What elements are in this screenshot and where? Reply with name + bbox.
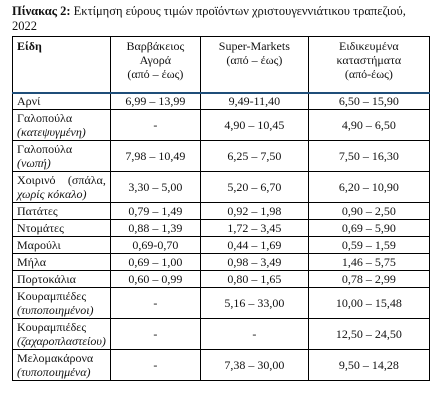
cell-supermarkets: 0,80 – 1,65 [200, 271, 308, 288]
cell-item [13, 271, 111, 288]
item-name: Μελομακάρονα [17, 351, 94, 365]
table-row [13, 319, 430, 350]
header-specialized [308, 37, 429, 93]
cell-item [13, 220, 111, 237]
cell-supermarkets: 4,90 – 10,45 [200, 110, 308, 141]
cell-supermarkets: 0,44 – 1,69 [200, 237, 308, 254]
table-row [13, 237, 430, 254]
cell-varvakeios: 0,60 – 0,99 [110, 271, 200, 288]
cell-supermarkets: - [200, 319, 308, 350]
table-row [13, 93, 430, 110]
cell-item [13, 93, 111, 110]
table-caption [12, 4, 432, 34]
cell-item [13, 319, 111, 350]
cell-item [13, 350, 111, 381]
header-supermarkets [200, 37, 308, 93]
header-items-label: Είδη [17, 39, 42, 53]
table-header-row [13, 37, 430, 93]
item-name: Γαλοπούλα [17, 142, 73, 156]
cell-item [13, 172, 111, 203]
cell-item [13, 288, 111, 319]
cell-varvakeios: - [110, 319, 200, 350]
table-row [13, 220, 430, 237]
cell-specialized: 10,00 – 15,48 [308, 288, 429, 319]
header-varvakeios-line1: Βαρβάκειος [126, 39, 185, 53]
cell-specialized: 6,50 – 15,90 [308, 93, 429, 110]
table-row [13, 203, 430, 220]
cell-varvakeios: 0,79 – 1,49 [110, 203, 200, 220]
cell-specialized: 0,90 – 2,50 [308, 203, 429, 220]
cell-varvakeios: - [110, 288, 200, 319]
cell-supermarkets: 0,98 – 3,49 [200, 254, 308, 271]
table-row [13, 172, 430, 203]
item-subtitle: (τυποποιημένα) [17, 365, 91, 379]
cell-varvakeios: 0,88 – 1,39 [110, 220, 200, 237]
cell-varvakeios: - [110, 110, 200, 141]
item-name: Κουραμπιέδες [17, 320, 87, 334]
item-name: Πορτοκάλια [17, 272, 76, 286]
price-table [12, 36, 430, 381]
cell-item [13, 203, 111, 220]
item-name: Γαλοπούλα [17, 111, 73, 125]
item-name: Πατάτες [17, 204, 58, 218]
cell-specialized: 9,50 – 14,28 [308, 350, 429, 381]
table-row [13, 254, 430, 271]
table-row [13, 288, 430, 319]
header-supermarkets-line1: Super-Markets [218, 39, 290, 53]
cell-specialized: 6,20 – 10,90 [308, 172, 429, 203]
item-name: Χοιρινό [17, 173, 56, 187]
cell-supermarkets: 5,20 – 6,70 [200, 172, 308, 203]
item-subtitle: χωρίς κόκαλο) [17, 187, 87, 201]
item-name-qualifier: (σπάλα, [67, 173, 106, 187]
caption-label: Πίνακας 2: [12, 4, 71, 18]
table-row [13, 141, 430, 172]
header-items [13, 37, 111, 93]
item-subtitle: (κατεψυγμένη) [17, 125, 86, 139]
cell-specialized: 4,90 – 6,50 [308, 110, 429, 141]
cell-item [13, 237, 111, 254]
cell-specialized: 0,69 – 5,90 [308, 220, 429, 237]
header-supermarkets-line2: (από – έως) [226, 53, 283, 67]
cell-specialized: 0,59 – 1,59 [308, 237, 429, 254]
cell-supermarkets: 9,49-11,40 [200, 93, 308, 110]
table-row [13, 271, 430, 288]
item-name: Ντομάτες [17, 221, 64, 235]
item-subtitle: (ζαχαροπλαστείου) [17, 334, 106, 348]
cell-varvakeios: 7,98 – 10,49 [110, 141, 200, 172]
header-specialized-line3: (από-έως) [344, 67, 393, 81]
cell-specialized: 1,46 – 5,75 [308, 254, 429, 271]
item-subtitle: (τυποποιημένοι) [17, 303, 94, 317]
cell-varvakeios: 0,69 – 1,00 [110, 254, 200, 271]
item-name: Αρνί [17, 94, 41, 109]
header-varvakeios-line3: (από – έως) [127, 67, 184, 81]
header-varvakeios-line2: Αγορά [139, 53, 172, 67]
cell-varvakeios: 3,30 – 5,00 [110, 172, 200, 203]
cell-supermarkets: 1,72 – 3,45 [200, 220, 308, 237]
item-subtitle: (νωπή) [17, 156, 51, 170]
caption-text: Εκτίμηση εύρους τιμών προϊόντων χριστουγεννιάτικου τραπεζιού, 2022 [12, 4, 406, 33]
header-specialized-line1: Ειδικευμένα [339, 39, 399, 53]
cell-supermarkets: 0,92 – 1,98 [200, 203, 308, 220]
cell-varvakeios: 6,99 – 13,99 [110, 93, 200, 110]
item-name: Μήλα [17, 255, 47, 269]
cell-item [13, 141, 111, 172]
cell-supermarkets: 6,25 – 7,50 [200, 141, 308, 172]
header-specialized-line2: καταστήματα [336, 53, 402, 67]
cell-varvakeios: 0,69-0,70 [110, 237, 200, 254]
cell-specialized: 0,78 – 2,99 [308, 271, 429, 288]
cell-item [13, 254, 111, 271]
cell-item [13, 110, 111, 141]
cell-supermarkets: 5,16 – 33,00 [200, 288, 308, 319]
table-row [13, 110, 430, 141]
item-name: Μαρούλι [17, 238, 61, 252]
cell-specialized: 12,50 – 24,50 [308, 319, 429, 350]
cell-supermarkets: 7,38 – 30,00 [200, 350, 308, 381]
cell-specialized: 7,50 – 16,30 [308, 141, 429, 172]
table-row [13, 350, 430, 381]
header-varvakeios [110, 37, 200, 93]
item-name: Κουραμπιέδες [17, 289, 87, 303]
cell-varvakeios: - [110, 350, 200, 381]
